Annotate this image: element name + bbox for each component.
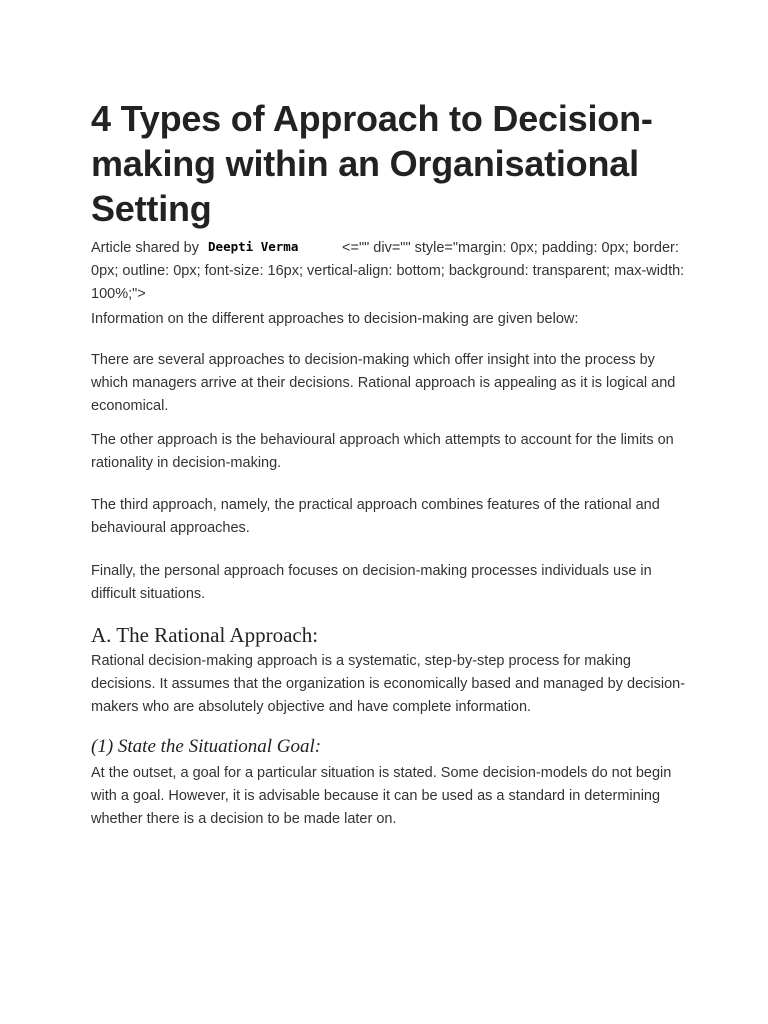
paragraph-3: The third approach, namely, the practical approach combines features of the rational and behavioural approaches.: [91, 497, 660, 536]
byline-stray-markup: <="" div="" style="margin: 0px; padding: 0px; border: 0px; outline: 0px; font-size: 16px; vertical-align: bottom; background: transparent; max-width: 100%;">: [91, 240, 685, 302]
section-a-text: Rational decision-making approach is a systematic, step-by-step process for making decisions. It assumes that the organization is economically based and managed by decision-makers who are absolutely objective and have complete information.: [91, 653, 686, 715]
paragraph-4: Finally, the personal approach focuses on decision-making processes individuals use in difficult situations.: [91, 563, 652, 602]
step-1-text: At the outset, a goal for a particular situation is stated. Some decision-models do not begin with a goal. However, it is advisable because it can be used as a standard in determining whether there is a decision to be made later on.: [91, 765, 672, 827]
byline-prefix: Article shared by: [91, 240, 199, 256]
step-1-heading: (1) State the Situational Goal:: [91, 736, 322, 757]
byline: [91, 237, 691, 306]
section-a-heading: A. The Rational Approach:: [91, 623, 319, 647]
paragraph-2: The other approach is the behavioural approach which attempts to account for the limits on rationality in decision-making.: [91, 432, 674, 471]
article-title: 4 Types of Approach to Decision-making within an Organisational Setting: [91, 98, 653, 229]
intro-paragraph: Information on the different approaches to decision-making are given below:: [91, 311, 579, 327]
paragraph-1: There are several approaches to decision-making which offer insight into the process by which managers arrive at their decisions. Rational approach is appealing as it is logical and economical.: [91, 352, 676, 414]
author-name[interactable]: Deepti Verma: [208, 239, 299, 254]
